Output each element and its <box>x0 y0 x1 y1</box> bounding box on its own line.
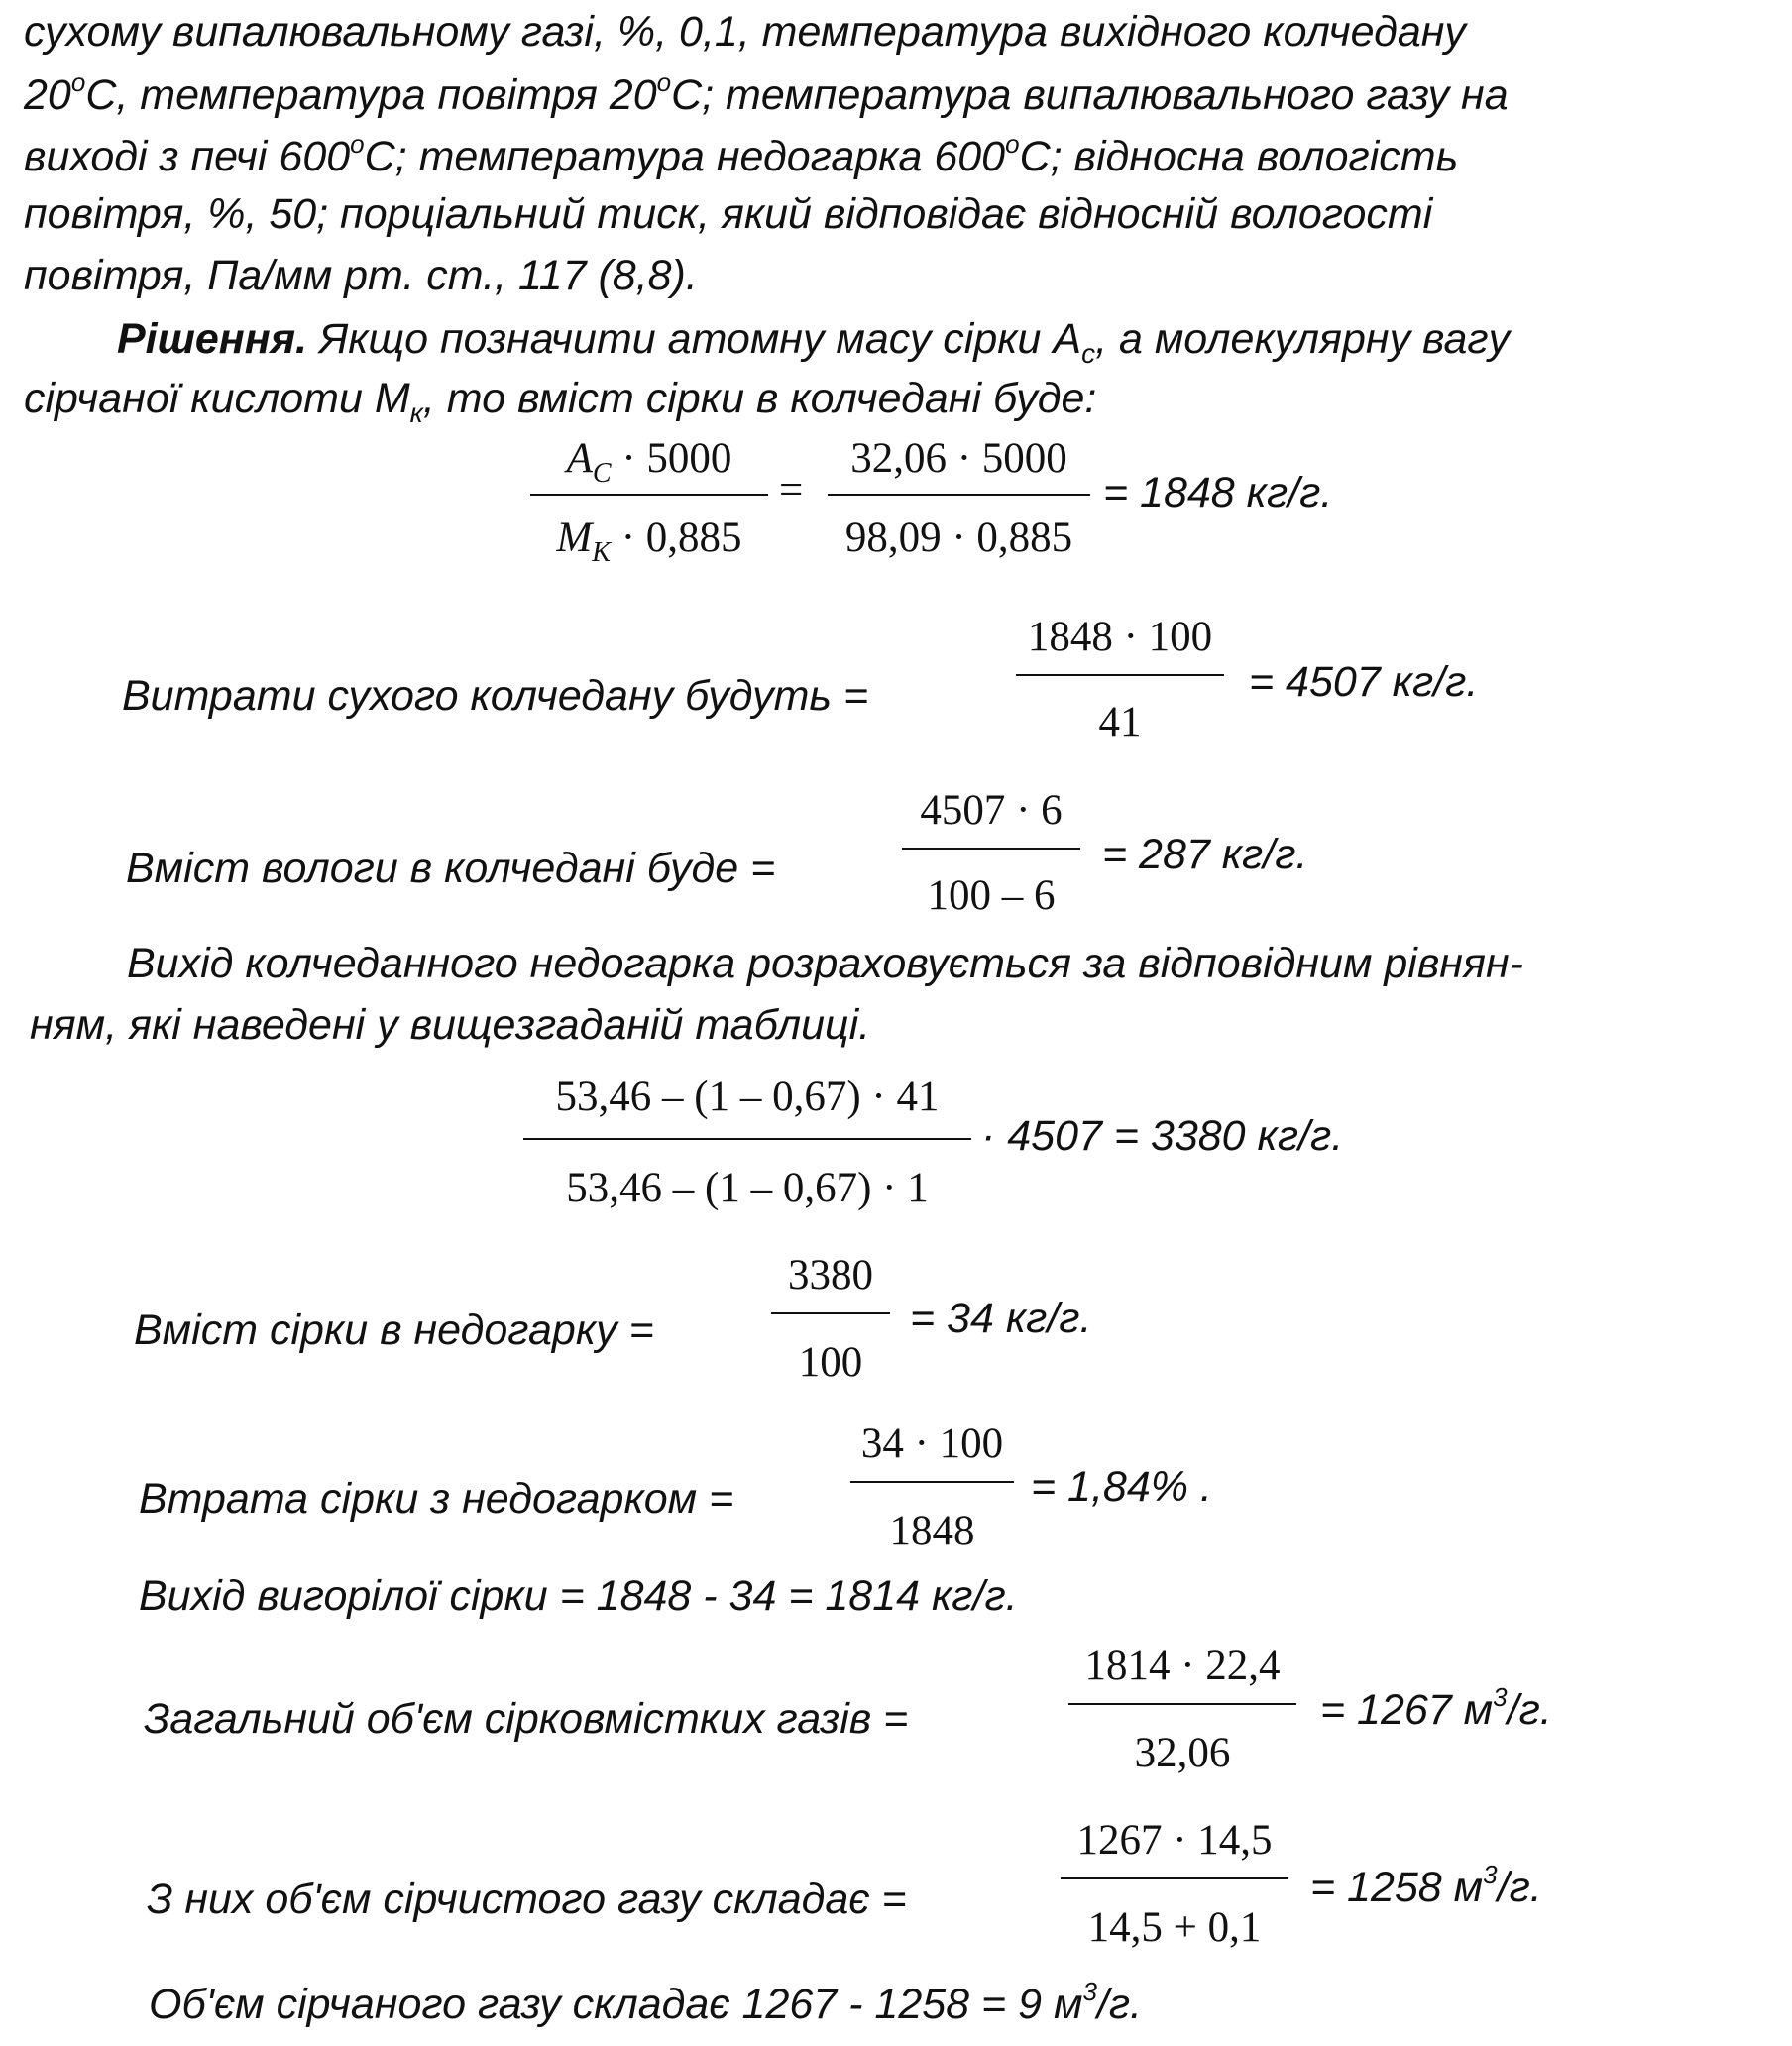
para2-line-1: Вихід колчеданного недогарка розраховується за відповідним рівнян- <box>127 940 1523 987</box>
eq9-label: З них об'єм сірчистого газу складає = <box>147 1876 907 1923</box>
solution-label: Рішення. <box>117 315 307 363</box>
eq4-result: · 4507 = 3380 кг/г. <box>981 1112 1344 1160</box>
para2-line-2: ням, які наведені у вищезгаданій таблиці. <box>30 1001 871 1049</box>
eq1-fraction-right: 32,06 · 5000 98,09 · 0,885 <box>828 434 1090 583</box>
eq3-result: = 287 кг/г. <box>1102 831 1308 878</box>
eq7-line: Вихід вигорілої сірки = 1848 - 34 = 1814 кг/г. <box>139 1572 1018 1620</box>
eq8-result: = 1267 $м^3/г$. <box>1320 1682 1552 1734</box>
eq2-label: Витрати сухого колчедану будуть = <box>122 672 869 720</box>
solution-line-2: сірчаної кислоти $M_к$, то вміст сірки в колчедані буде: <box>24 375 1097 428</box>
solution-line-1: Рішення. Якщо позначити атомну масу сірки $A_c$, а молекулярну вагу <box>117 315 1511 369</box>
eq6-result: = 1,84% . <box>1031 1463 1212 1511</box>
eq1-equals: = <box>779 467 804 513</box>
eq6-fraction: 34 · 100 1848 <box>850 1420 1014 1568</box>
eq2-result: = 4507 кг/г. <box>1249 658 1479 706</box>
intro-line-2: 20$^o$C, температура повітря 20$^o$C; температура випалювального газу на <box>24 67 1509 119</box>
eq1-fraction-left: $A_C \cdot 5000$ $M_K \cdot 0,885$ <box>530 434 768 583</box>
intro-line-4: повітря, %, 50; порціальний тиск, який відповідає відносній вологості <box>24 190 1433 238</box>
eq3-fraction: 4507 · 6 100 – 6 <box>902 786 1080 935</box>
eq3-label: Вміст вологи в колчедані буде = <box>126 845 776 892</box>
intro-line-1: сухому випалювальному газі, %, 0,1, температура вихідного колчедану <box>24 8 1466 56</box>
eq5-result: = 34 кг/г. <box>910 1295 1092 1342</box>
eq4-fraction: 53,46 – (1 – 0,67) · 41 53,46 – (1 – 0,67) · 1 <box>523 1073 971 1221</box>
intro-line-3: виході з печі 600$^o$C; температура недогарка 600$^o$C; відносна вологість <box>24 129 1459 180</box>
eq6-label: Втрата сірки з недогарком = <box>139 1475 734 1523</box>
eq1-result: = 1848 кг/г. <box>1103 469 1333 516</box>
eq10-line: Об'єм сірчаного газу складає 1267 - 1258 = 9 $м^3/г$. <box>149 1977 1143 2028</box>
eq8-fraction: 1814 · 22,4 32,06 <box>1068 1642 1296 1790</box>
eq8-label: Загальний об'єм сірковмістких газів = <box>144 1695 909 1743</box>
eq2-fraction: 1848 · 100 41 <box>1016 613 1224 761</box>
eq5-label: Вміст сірки в недогарку = <box>134 1307 654 1354</box>
eq9-result: = 1258 $м^3/г$. <box>1310 1860 1542 1911</box>
eq5-fraction: 3380 100 <box>771 1251 890 1400</box>
intro-line-5: повітря, Па/мм рт. ст., 117 (8,8). <box>24 252 698 299</box>
eq9-fraction: 1267 · 14,5 14,5 + 0,1 <box>1061 1816 1288 1965</box>
